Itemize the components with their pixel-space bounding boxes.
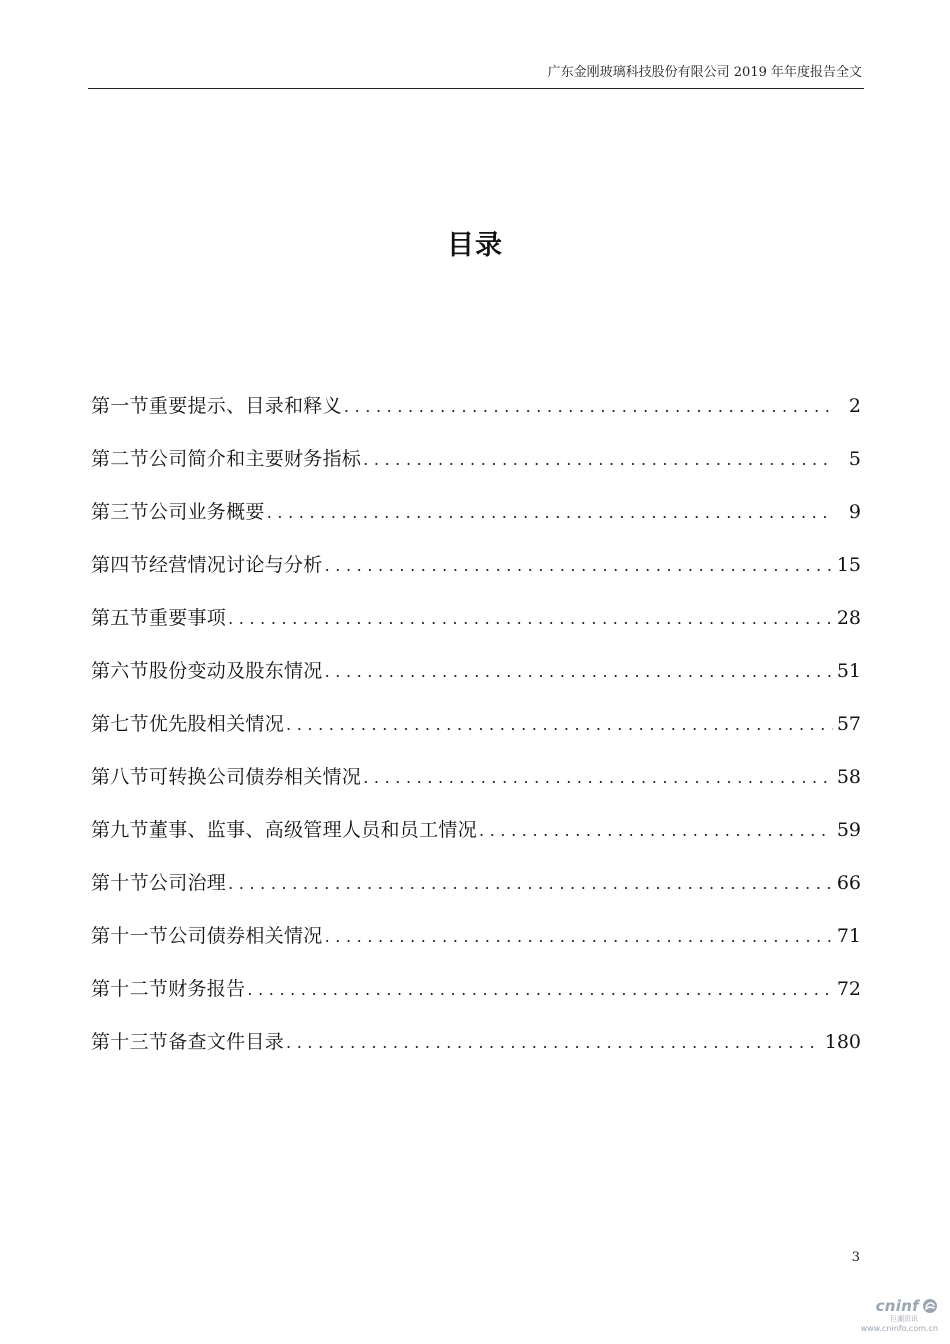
toc-dot-leader (323, 550, 833, 582)
page-number: 3 (851, 1250, 860, 1265)
toc-entry-page: 28 (836, 607, 861, 629)
toc-entry[interactable] (91, 920, 861, 973)
toc-dot-leader (323, 656, 833, 688)
table-of-contents (91, 390, 861, 1079)
running-header: 广东金刚玻璃科技股份有限公司 2019 年年度报告全文 (547, 65, 862, 80)
toc-entry-label: 第七节优先股相关情况 (91, 713, 285, 735)
toc-entry[interactable] (91, 814, 861, 867)
cninfo-watermark (838, 1297, 938, 1334)
toc-dot-leader (361, 444, 833, 476)
toc-dot-leader (226, 868, 833, 900)
toc-entry-page: 9 (848, 501, 861, 523)
toc-entry[interactable] (91, 443, 861, 496)
toc-entry-label: 第十节公司治理 (91, 872, 227, 894)
toc-entry-label: 第三节公司业务概要 (91, 501, 265, 523)
watermark-sub-text: 巨潮资讯 (890, 1315, 918, 1323)
toc-entry-page: 59 (836, 819, 861, 841)
toc-entry[interactable] (91, 1026, 861, 1079)
toc-entry[interactable] (91, 761, 861, 814)
toc-dot-leader (265, 497, 833, 529)
toc-entry-label: 第四节经营情况讨论与分析 (91, 554, 323, 576)
toc-dot-leader (226, 603, 833, 635)
toc-entry[interactable] (91, 390, 861, 443)
toc-entry-label: 第二节公司简介和主要财务指标 (91, 448, 362, 470)
toc-entry-label: 第五节重要事项 (91, 607, 227, 629)
toc-dot-leader (284, 1027, 821, 1059)
toc-entry-page: 58 (836, 766, 861, 788)
toc-entry[interactable] (91, 867, 861, 920)
watermark-logo-text: cninf (875, 1297, 919, 1315)
toc-entry-page: 15 (836, 554, 861, 576)
cninfo-logo-icon (922, 1298, 938, 1314)
toc-entry[interactable] (91, 708, 861, 761)
toc-entry-label: 第九节董事、监事、高级管理人员和员工情况 (91, 819, 478, 841)
toc-entry[interactable] (91, 655, 861, 708)
toc-entry-label: 第六节股份变动及股东情况 (91, 660, 323, 682)
toc-entry-label: 第十三节备查文件目录 (91, 1031, 285, 1053)
toc-dot-leader (477, 815, 833, 847)
toc-dot-leader (245, 974, 832, 1006)
toc-entry[interactable] (91, 549, 861, 602)
toc-dot-leader (361, 762, 833, 794)
watermark-url: www.cninfo.com.cn (860, 1324, 938, 1333)
toc-entry-page: 2 (848, 395, 861, 417)
toc-dot-leader (323, 921, 833, 953)
toc-entry[interactable] (91, 602, 861, 655)
toc-entry-page: 66 (836, 872, 861, 894)
toc-entry-page: 180 (824, 1031, 861, 1053)
toc-dot-leader (342, 391, 833, 423)
toc-entry[interactable] (91, 496, 861, 549)
toc-entry-page: 51 (836, 660, 861, 682)
toc-entry-label: 第八节可转换公司债券相关情况 (91, 766, 362, 788)
page-title: 目录 (447, 230, 503, 261)
toc-entry-page: 72 (836, 978, 861, 1000)
watermark-logo (838, 1297, 938, 1315)
toc-entry-page: 5 (848, 448, 861, 470)
toc-entry-page: 57 (836, 713, 861, 735)
toc-entry[interactable] (91, 973, 861, 1026)
toc-entry-page: 71 (836, 925, 861, 947)
toc-entry-label: 第十一节公司债券相关情况 (91, 925, 323, 947)
toc-entry-label: 第一节重要提示、目录和释义 (91, 395, 342, 417)
toc-dot-leader (284, 709, 833, 741)
header-rule (88, 88, 864, 89)
toc-entry-label: 第十二节财务报告 (91, 978, 246, 1000)
